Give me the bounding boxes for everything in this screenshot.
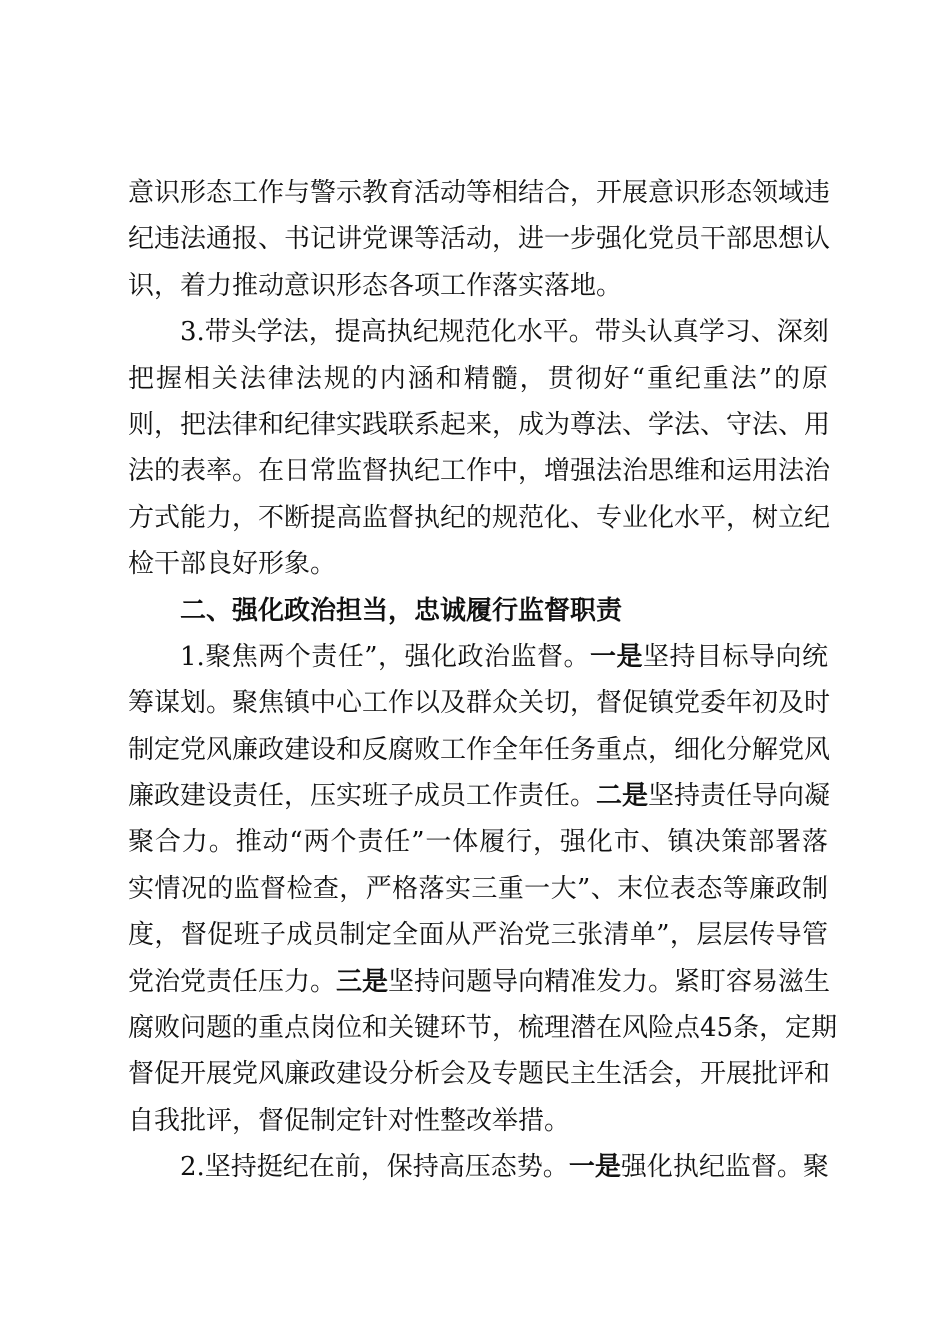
text-run: 廉政建设责任，压实班子成员工作责任。 [128,781,597,812]
text-line [128,773,831,819]
paragraph-study-law [128,309,831,587]
text-line [128,959,831,1005]
bold-marker: 二是 [596,781,649,812]
text-run: 坚持问题导向精准发力。紧盯容易滋生 [388,966,831,997]
text-line: 3.带头学法，提高执纪规范化水平。带头认真学习、深刻 [180,317,829,348]
text-line: 则，把法律和纪律实践联系起来，成为尊法、学法、守法、用 [128,409,831,440]
text-run: 党治党责任压力。 [128,966,337,997]
text-run: 强化执纪监督。聚 [620,1152,829,1183]
text-line: 制定党风廉政建设和反腐败工作全年任务重点，细化分解党风 [128,734,831,765]
text-run: 坚持责任导向凝 [648,781,831,812]
text-line: 度，督促班子成员制定全面从严治党三张清单”，层层传导管 [128,920,828,951]
section-heading: 二、强化政治担当，忠诚履行监督职责 [180,595,623,626]
text-line: 筹谋划。聚焦镇中心工作以及群众关切，督促镇党委年初及时 [128,688,831,719]
text-line: 把握相关法律法规的内涵和精髓，贯彻好“重纪重法”的原 [128,363,828,394]
bold-marker: 三是 [336,966,389,997]
text-line: 腐败问题的重点岗位和关键环节，梳理潜在风险点45条，定期 [128,1013,838,1044]
text-line: 实情况的监督检查，严格落实三重一大”、末位表态等廉政制 [128,873,828,904]
text-line: 方式能力，不断提高监督执纪的规范化、专业化水平，树立纪 [128,502,831,533]
text-line [128,634,828,680]
paragraph-discipline-first [128,1144,828,1190]
paragraph-ideology [128,170,831,309]
bold-marker: 一是 [590,641,644,672]
bold-marker: 一是 [568,1152,621,1183]
text-line [128,1144,828,1190]
text-line: 聚合力。推动“两个责任”一体履行，强化市、镇决策部署落 [128,827,828,858]
text-run: 坚持目标导向统 [643,641,828,672]
text-run: 1.聚焦两个责任”，强化政治监督。 [180,641,591,672]
paragraph-two-responsibilities [128,634,838,1144]
text-line: 纪违法通报、书记讲党课等活动，进一步强化党员干部思想认 [128,224,831,255]
text-run: 2.坚持挺纪在前，保持高压态势。 [180,1152,569,1183]
text-line: 检干部良好形象。 [128,549,337,580]
text-line: 自我批评，督促制定针对性整改举措。 [128,1105,571,1136]
text-line: 识，着力推动意识形态各项工作落实落地。 [128,270,623,301]
document-page [128,170,838,1191]
text-line: 督促开展党风廉政建设分析会及专题民主生活会，开展批评和 [128,1059,831,1090]
text-line: 意识形态工作与警示教育活动等相结合，开展意识形态领域违 [128,178,831,208]
text-line: 法的表率。在日常监督执纪工作中，增强法治思维和运用法治 [128,456,831,487]
